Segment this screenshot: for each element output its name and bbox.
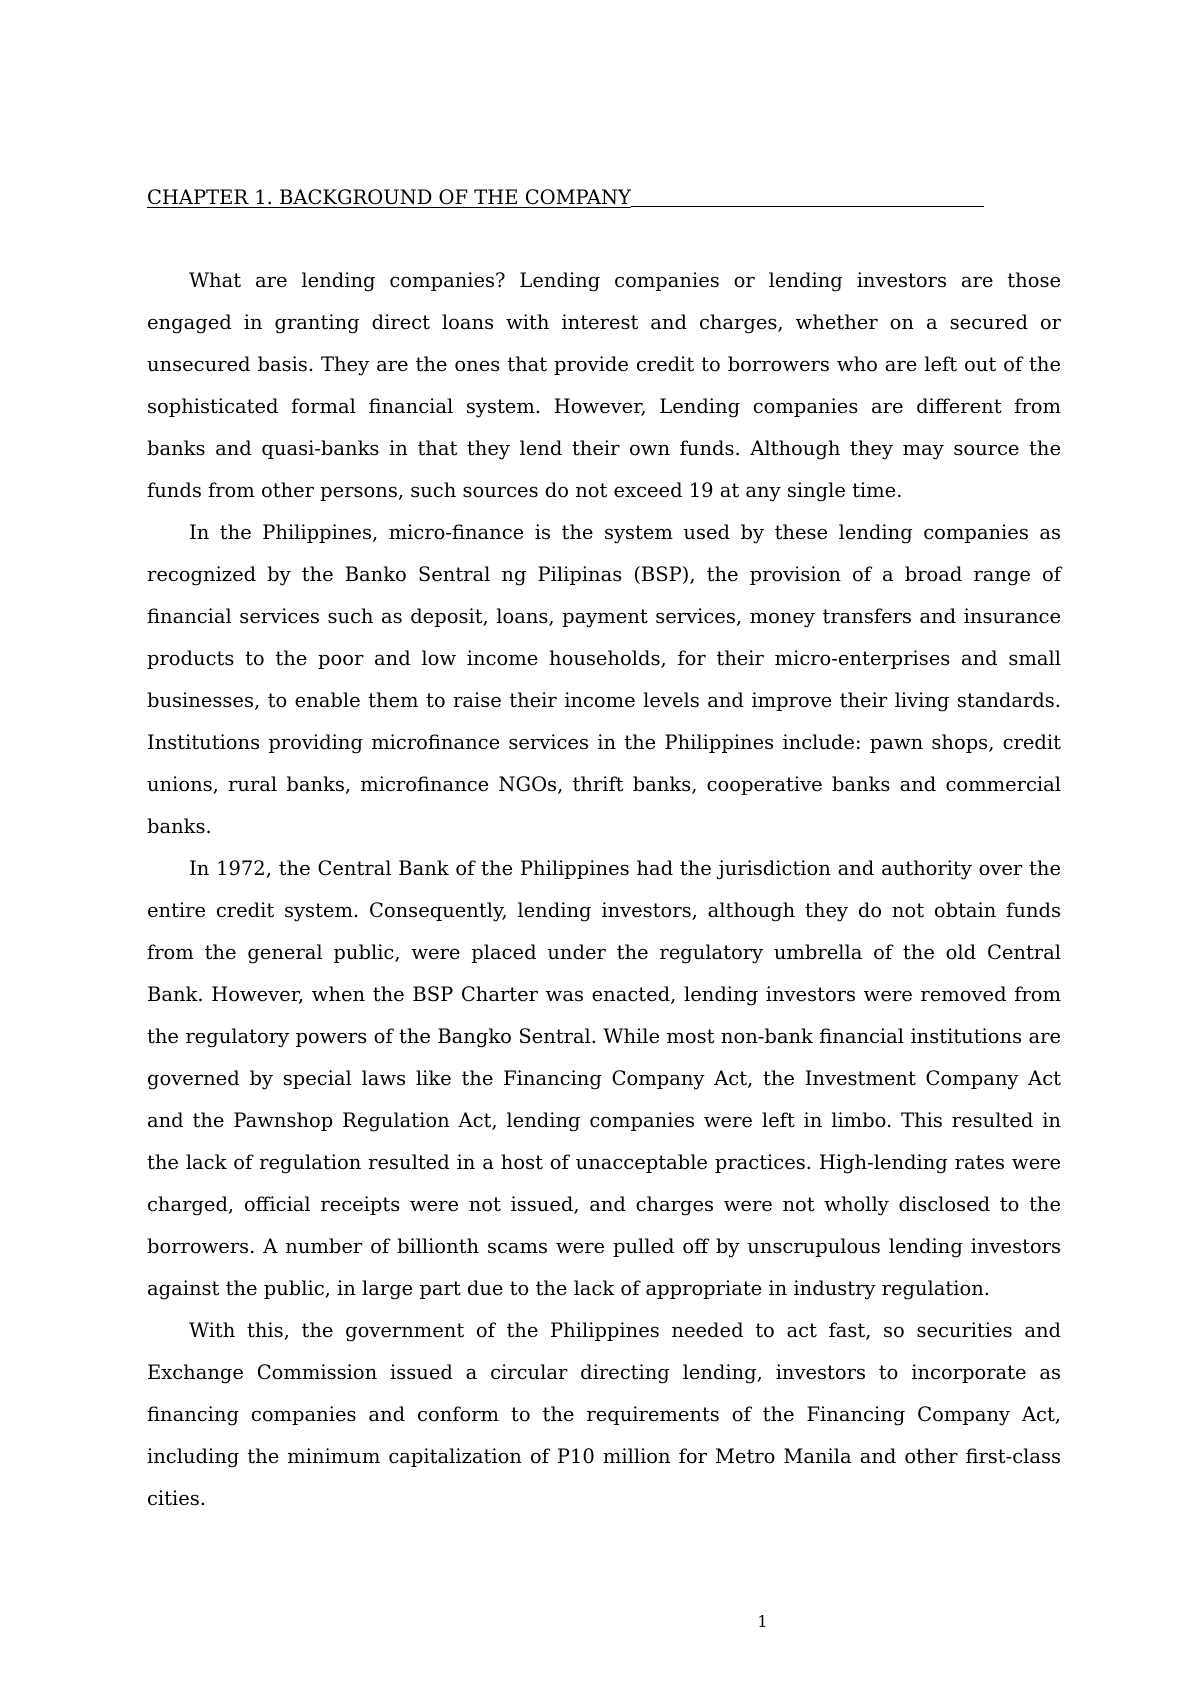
- body-text: [147, 260, 1061, 1520]
- chapter-heading: [147, 186, 1057, 210]
- paragraph-central-bank: In 1972, the Central Bank of the Philippines had the jurisdiction and authority over the entire credit system. Consequently, lending investors, although they do not obtain funds from the general public, were placed under the regulatory umbrella of the old Central Bank. However, when the BSP Charter was enacted, lending investors were removed from the regulatory powers of the Bangko Sentral. While most non-bank financial institutions are governed by special laws like the Financing Company Act, the Investment Company Act and the Pawnshop Regulation Act, lending companies were left in limbo. This resulted in the lack of regulation resulted in a host of unacceptable practices. High-lending rates were charged, official receipts were not issued, and charges were not wholly disclosed to the borrowers. A number of billionth scams were pulled off by unscrupulous lending investors against the public, in large part due to the lack of appropriate in industry regulation.: [147, 857, 1061, 1300]
- paragraph-sec-circular: With this, the government of the Philippines needed to act fast, so securities and Exchange Commission issued a circular directing lending, investors to incorporate as financing companies and conform to the requirements of the Financing Company Act, including the minimum capitalization of P10 million for Metro Manila and other first-class cities.: [147, 1319, 1061, 1510]
- paragraph-lending-companies: What are lending companies? Lending companies or lending investors are those engaged in granting direct loans with interest and charges, whether on a secured or unsecured basis. They are the ones that provide credit to borrowers who are left out of the sophisticated formal financial system. However, Lending companies are different from banks and quasi-banks in that they lend their own funds. Although they may source the funds from other persons, such sources do not exceed 19 at any single time.: [147, 269, 1061, 502]
- paragraph-microfinance: In the Philippines, micro-finance is the system used by these lending companies as recognized by the Banko Sentral ng Pilipinas (BSP), the provision of a broad range of financial services such as deposit, loans, payment services, money transfers and insurance products to the poor and low income households, for their micro-enterprises and small businesses, to enable them to raise their income levels and improve their living standards. Institutions providing microfinance services in the Philippines include: pawn shops, credit unions, rural banks, microfinance NGOs, thrift banks, cooperative banks and commercial banks.: [147, 521, 1061, 838]
- chapter-heading-text: CHAPTER 1. BACKGROUND OF THE COMPANY: [147, 186, 631, 209]
- page-number: 1: [757, 1612, 768, 1631]
- heading-underline-rule: [631, 205, 984, 207]
